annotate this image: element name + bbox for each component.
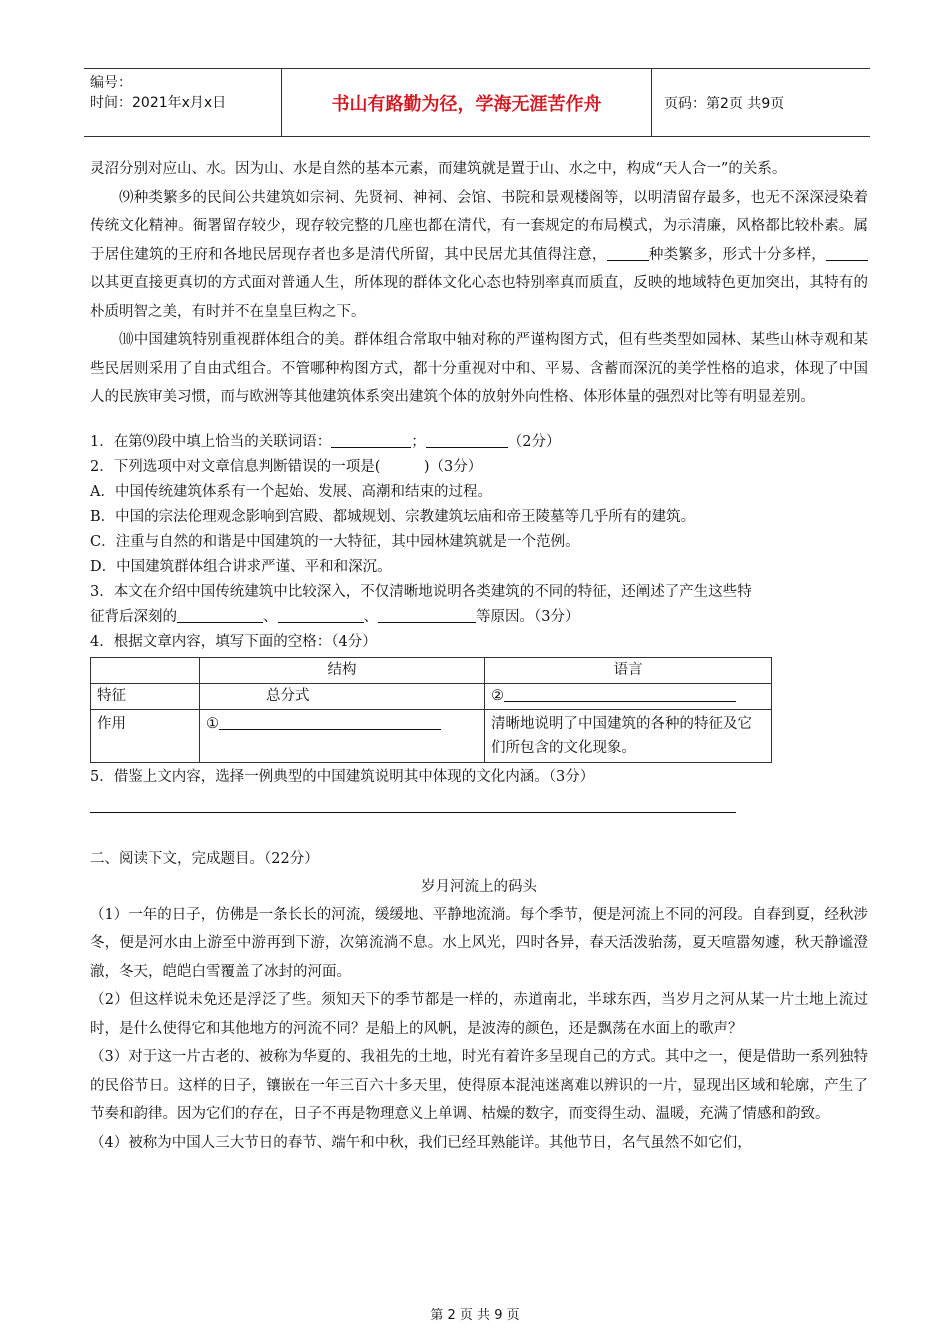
- table-cell-language-function: 清晰地说明了中国建筑的各种的特征及它们所包含的文化现象。: [485, 709, 772, 762]
- table-cell-empty: [91, 657, 200, 683]
- article-paragraph-1: （1）一年的日子，仿佛是一条长长的河流，缓缓地、平静地流淌。每个季节，便是河流上不同的河段。自春到夏，经秋涉冬，便是河水由上游至中游再到下游，次第流淌不息。水上风光，四时各异，春天活泼骀荡，夏天喧嚣匆遽，秋天静谧澄澈，冬天，皑皑白雪覆盖了冰封的河面。: [90, 906, 868, 980]
- question-3-text: 征背后深刻的: [90, 608, 177, 625]
- header-page-label: 页码：第2页 共9页: [664, 95, 785, 112]
- answer-table: [90, 657, 772, 763]
- question-3-end: 等原因。（3分）: [476, 608, 580, 625]
- option-b: B．中国的宗法伦理观念影响到宫殿、都城规划、宗教建筑坛庙和帝王陵墓等几乎所有的建筑。: [90, 508, 696, 525]
- question-3: 3．本文在介绍中国传统建筑中比较深入，不仅清晰地说明各类建筑的不同的特征，还阐述了产生这些特: [90, 583, 752, 600]
- article-paragraph-2: （2）但这样说未免还是浮泛了些。须知天下的季节都是一样的，赤道南北，半球东西，当岁月之河从某一片土地上流过时，是什么使得它和其他地方的河流不同？是船上的风帆，是波涛的颜色，还是飘荡在水面上的歌声？: [90, 992, 868, 1037]
- answer-blank: [426, 431, 508, 448]
- blank-conjunction-1: [607, 244, 649, 261]
- option-c: C．注重与自然的和谐是中国建筑的一大特征，其中园林建筑就是一个范例。: [90, 533, 580, 550]
- table-header-language: 语言: [485, 657, 772, 683]
- blank-conjunction-2: [826, 244, 868, 261]
- table-cell-structure-feature: [200, 683, 485, 709]
- answer-blank: [278, 606, 364, 623]
- paragraph-10: ⑽中国建筑特别重视群体组合的美。群体组合常取中轴对称的严谨构图方式，但有些类型如园林、某些山林寺观和某些民居则采用了自由式组合。不管哪种构图方式，都十分重视对中和、平易、含蓄而深沉的美学性格的追求，体现了中国人的民族审美习惯，而与欧洲等其他建筑体系突出建筑个体的放射外向性格、体形体量的强烈对比等有明显差别。: [90, 332, 868, 405]
- number-label: 编号：: [90, 75, 132, 91]
- marker-1: ①: [206, 715, 219, 732]
- question-5: 5．借鉴上文内容，选择一例典型的中国建筑说明其中体现的文化内涵。（3分）: [90, 768, 595, 785]
- paragraph-9-part-2: 种类繁多，形式十分多样，: [648, 246, 827, 263]
- question-2: 2．下列选项中对文章信息判断错误的一项是( )（3分）: [90, 458, 483, 475]
- table-row-label-function: 作用: [91, 709, 200, 762]
- answer-line: [90, 796, 736, 813]
- marker-2: ②: [491, 687, 504, 704]
- option-d: D．中国建筑群体组合讲求严谨、平和和深沉。: [90, 558, 392, 575]
- header-motto: 书山有路勤为径，学海无涯苦作舟: [282, 69, 652, 136]
- paragraph-9-part-1: ⑼种类繁多的民间公共建筑如宗祠、先贤祠、神祠、会馆、书院和景观楼阁等，以明清留存最多，也无不深深浸染着传统文化精神。衙署留存较少，现存较完整的几座也都在清代，有一套规定的布局模式，为示清廉，风格都比较朴素。属于居住建筑的王府和各地民居现存者也多是清代所留，其中民居尤其值得注意，: [90, 189, 868, 263]
- table-header-structure: 结构: [200, 657, 485, 683]
- section-2: [90, 845, 868, 1158]
- article-paragraph-3: （3）对于这一片古老的、被称为华夏的、我祖先的土地，时光有着许多呈现自己的方式。其中之一，便是借助一系列独特的民俗节日。这样的日子，镶嵌在一年三百六十多天里，使得原本混沌迷离难以辨识的一片，显现出区域和轮廓，产生了节奏和韵律。因为它们的存在，日子不再是物理意义上单调、枯燥的数字，而变得生动、温暖，充满了情感和韵致。: [90, 1049, 868, 1122]
- structure-feature-value: 总分式: [266, 687, 310, 704]
- question-1-text: 1．在第⑼段中填上恰当的关联词语：: [90, 433, 332, 450]
- table-row: [91, 657, 772, 683]
- answer-blank: [378, 606, 476, 623]
- answer-blank: [331, 431, 411, 448]
- question-3-separator: 、: [363, 608, 378, 625]
- question-1-separator: ；: [411, 433, 426, 450]
- question-4: 4．根据文章内容，填写下面的空格：（4分）: [90, 633, 377, 650]
- question-1-score: （2分）: [507, 433, 561, 450]
- table-cell-structure-function: [200, 709, 485, 762]
- header-meta: [84, 69, 282, 136]
- question-1: [90, 430, 868, 455]
- table-row: [91, 709, 772, 762]
- section-2-heading: 二、阅读下文，完成题目。（22分）: [90, 850, 319, 867]
- table-row: [91, 683, 772, 709]
- answer-blank: [219, 713, 441, 730]
- article-title: 岁月河流上的码头: [421, 878, 537, 895]
- paragraph-9: [90, 184, 868, 327]
- page-header: [84, 68, 870, 137]
- page-footer: 第 2 页 共 9 页: [430, 1308, 520, 1323]
- question-3-separator: 、: [263, 608, 278, 625]
- table-row-label-feature: 特征: [91, 683, 200, 709]
- time-label: 时间：2021年x月x日: [90, 95, 227, 111]
- paragraph-9-part-3: 以其更直接更真切的方式面对普通人生，所体现的群体文化心态也特别率真而质直，反映的地域特色更加突出，其特有的朴质明智之美，有时并不在皇皇巨构之下。: [90, 275, 868, 320]
- question-3-cont: [90, 605, 868, 630]
- article-paragraph-4: （4）被称为中国人三大节日的春节、端午和中秋，我们已经耳熟能详。其他节日，名气虽然不如它们，: [90, 1134, 752, 1151]
- questions: [90, 430, 868, 813]
- document-body: [90, 155, 868, 1157]
- answer-blank: [504, 685, 736, 702]
- answer-blank: [177, 606, 263, 623]
- option-a: A．中国传统建筑体系有一个起始、发展、高潮和结束的过程。: [90, 483, 492, 500]
- table-cell-language-feature: [485, 683, 772, 709]
- paragraph-continued: 灵沼分别对应山、水。因为山、水是自然的基本元素，而建筑就是置于山、水之中，构成“天人合一”的关系。: [90, 161, 787, 177]
